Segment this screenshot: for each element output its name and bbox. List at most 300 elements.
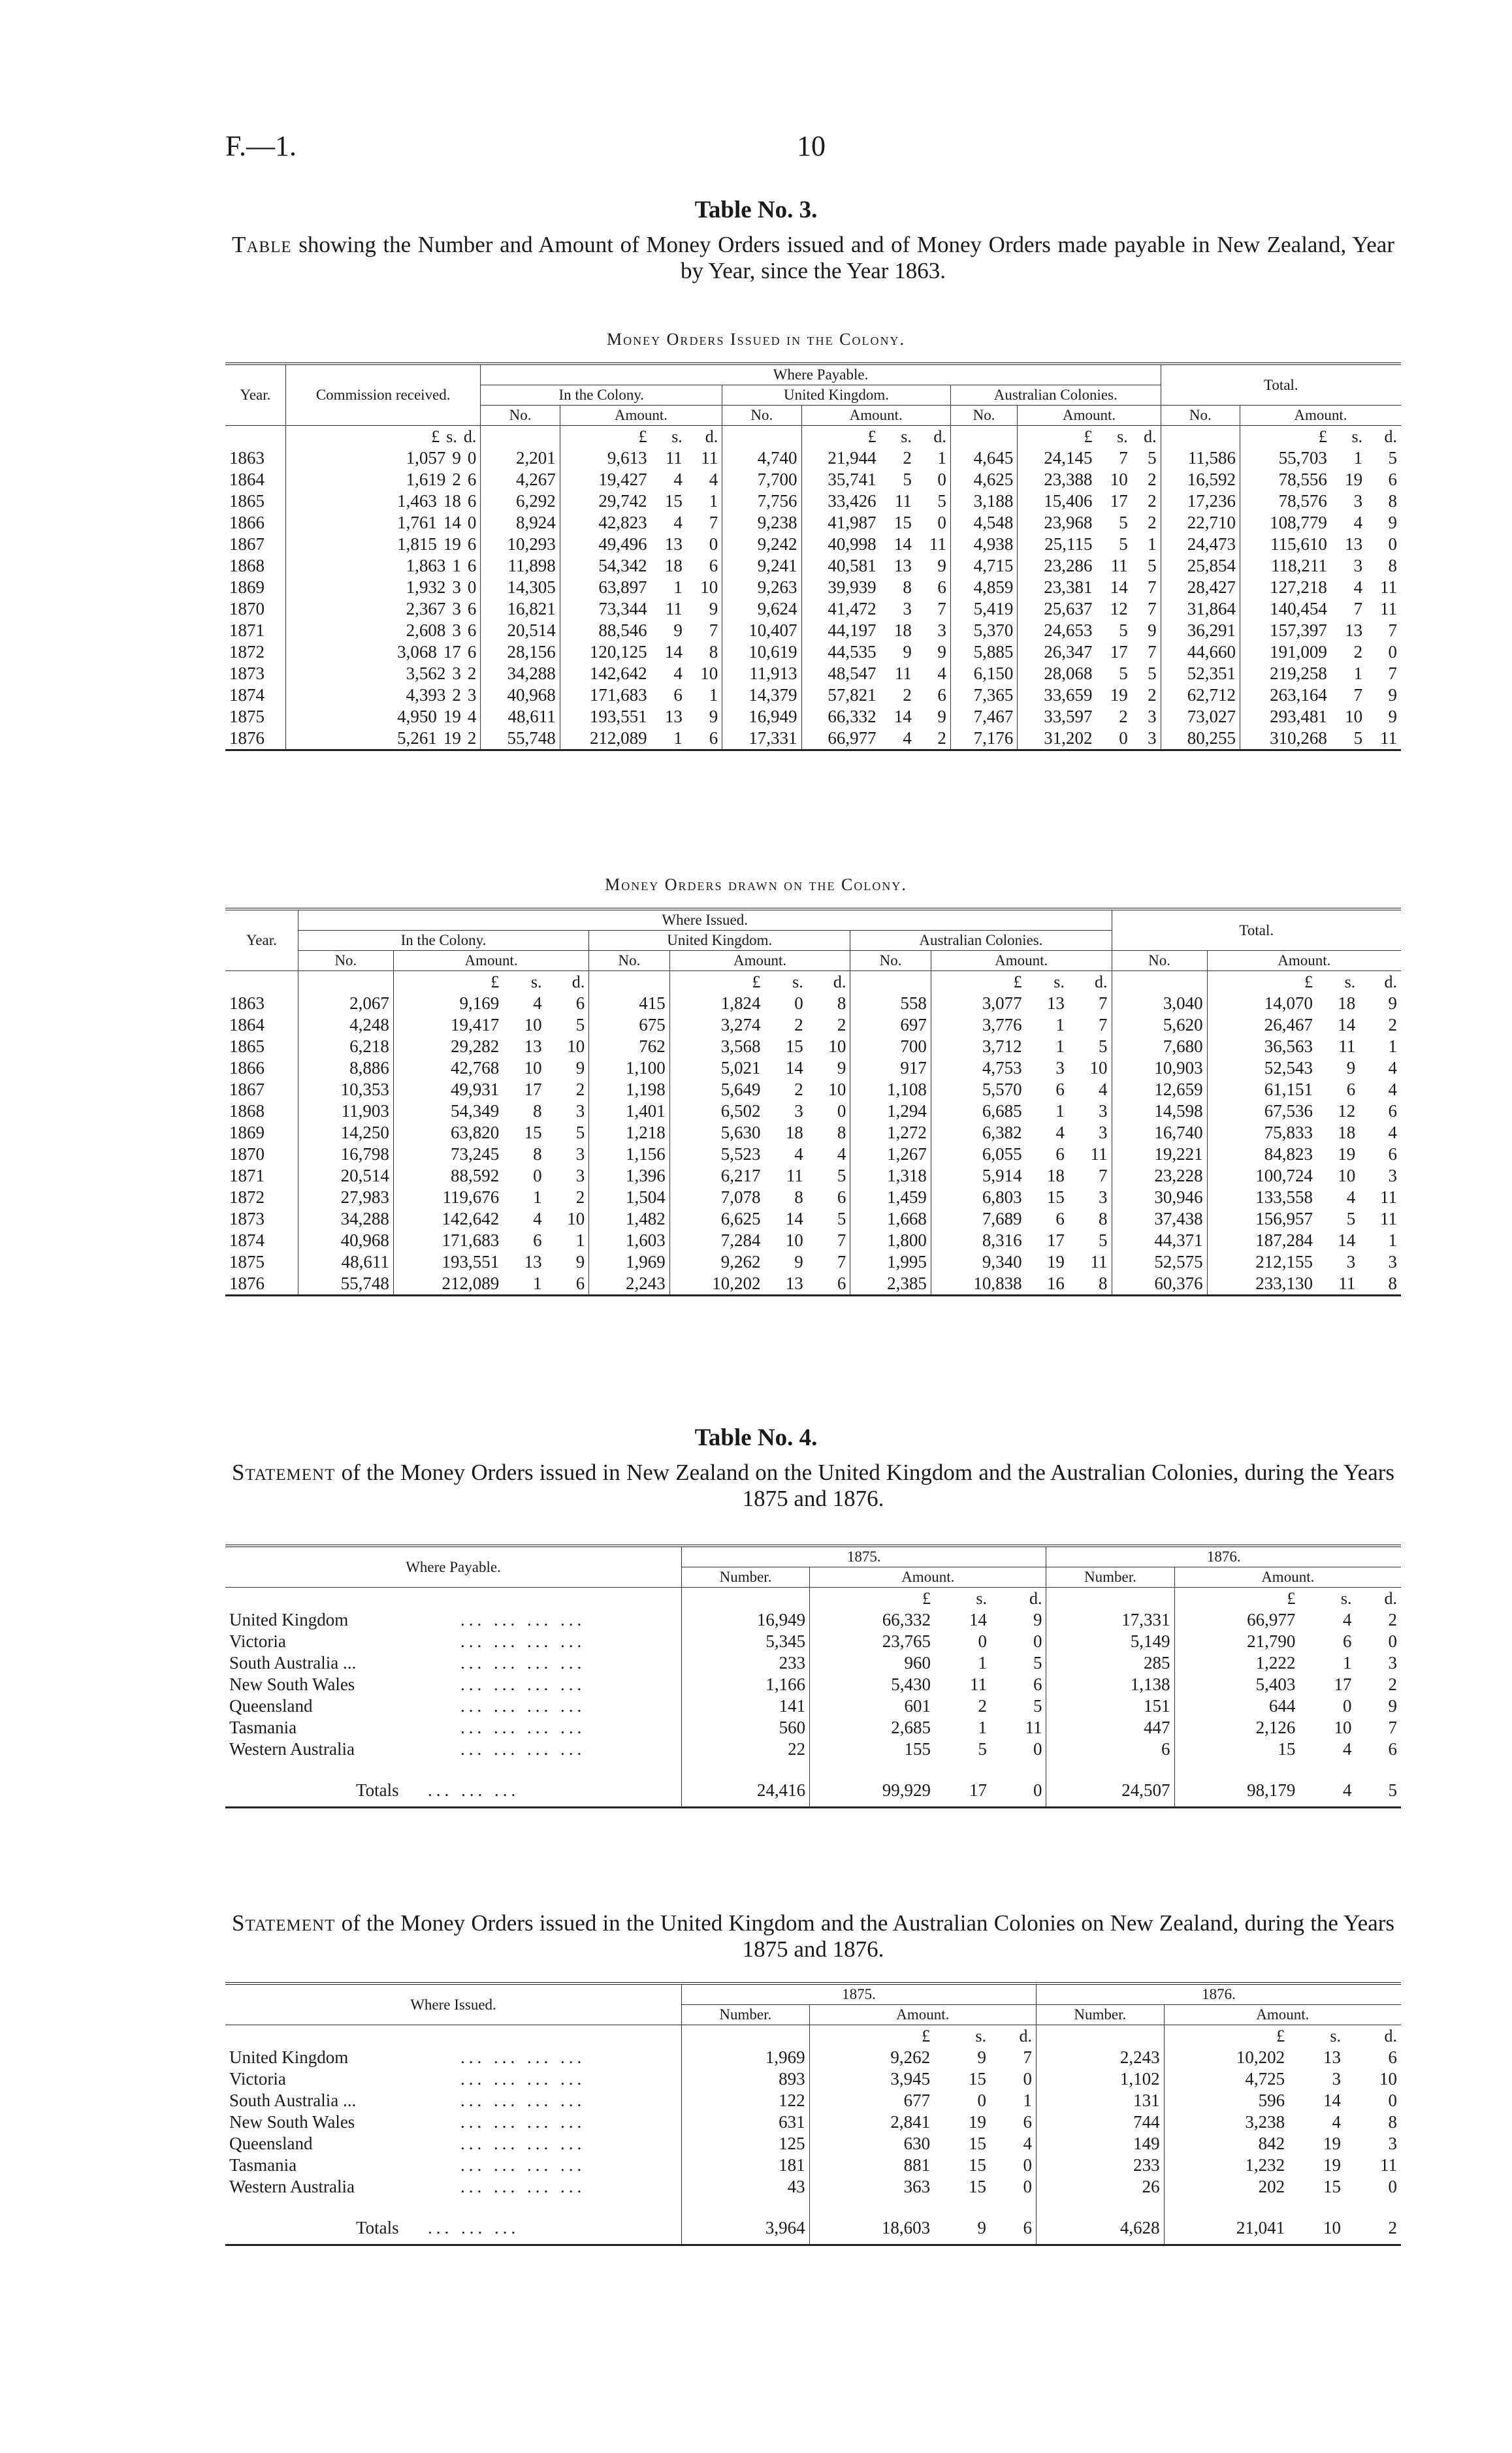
number-cell: 4,267 (481, 469, 560, 490)
amount-pence-cell: 4 (709, 470, 718, 489)
amount-pounds-cell: 133,558 (1207, 1187, 1317, 1208)
number-cell: 4,628 (1037, 2198, 1165, 2245)
number-cell: 62,712 (1161, 684, 1240, 706)
amount-shillings-cell: 15 (1046, 1187, 1065, 1207)
amount-pence-cell: 7 (937, 599, 946, 618)
commission-cell (285, 577, 480, 598)
commission-shillings: 19 (443, 728, 461, 748)
unit-pound: £ (669, 971, 764, 993)
commission-shillings: 3 (452, 577, 461, 597)
number-cell: 558 (850, 993, 931, 1014)
amount-pence-cell: 9 (1388, 513, 1397, 532)
amount-pence-cell: 7 (1148, 599, 1157, 618)
table-row (225, 555, 1401, 577)
year-cell: 1864 (229, 1015, 265, 1034)
number-cell: 24,507 (1046, 1760, 1174, 1808)
amount-shillings-cell: 19 (1046, 1252, 1065, 1272)
leader-dots: ... ... ... ... (460, 2177, 586, 2196)
amount-pounds-cell: 3,776 (931, 1014, 1025, 1036)
col-number: Number. (682, 1567, 810, 1588)
amount-pounds-cell: 73,344 (560, 598, 651, 620)
amount-shillings-cell: 13 (1345, 620, 1363, 640)
amount-pence-cell: 3 (1099, 1187, 1108, 1207)
amount-pence-cell: 6 (1388, 1144, 1397, 1164)
amount-shillings-cell: 1 (673, 728, 683, 748)
caption-text: showing the Number and Amount of Money Orders issued and of Money Orders made payable in New Zealand, Year by Year, since the Year 1863. (298, 232, 1395, 283)
table-row (225, 620, 1401, 641)
unit-d: d. (1384, 1589, 1397, 1608)
commission-pounds: 4,393 (406, 685, 446, 705)
amount-pence-cell: 9 (1388, 707, 1397, 726)
amount-pence-cell: 0 (1388, 534, 1397, 554)
amount-pounds-cell: 21,041 (1164, 2198, 1289, 2245)
amount-shillings-cell: 15 (1323, 2177, 1342, 2196)
amount-pence-cell: 11 (1090, 1252, 1108, 1272)
number-cell: 3,188 (950, 490, 1018, 512)
number-cell: 5,419 (950, 598, 1018, 620)
number-cell: 5,149 (1046, 1631, 1174, 1652)
amount-pounds-cell: 63,897 (560, 577, 651, 598)
col-amount: Amount. (560, 406, 722, 426)
commission-cell (285, 620, 480, 641)
amount-shillings-cell: 12 (1110, 599, 1128, 618)
unit-cell (850, 971, 931, 993)
unit-d: d. (933, 427, 946, 446)
amount-pence-cell: 0 (1388, 2177, 1397, 2196)
year-cell: 1872 (229, 642, 265, 662)
units-row (225, 971, 1401, 993)
amount-shillings-cell: 5 (1119, 620, 1128, 640)
table-row (225, 1079, 1401, 1100)
number-cell: 744 (1037, 2111, 1165, 2133)
number-cell: 122 (682, 2090, 810, 2111)
leader-dots: ... ... ... (428, 1780, 520, 1800)
amount-pence-cell: 6 (1388, 2047, 1397, 2067)
amount-pounds-cell: 9,169 (393, 993, 503, 1014)
amount-pounds-cell: 310,268 (1240, 728, 1330, 750)
amount-pounds-cell: 67,536 (1207, 1100, 1317, 1122)
amount-pence-cell: 9 (937, 556, 946, 575)
amount-shillings-cell: 6 (1055, 1080, 1065, 1099)
number-cell: 1,138 (1046, 1674, 1174, 1695)
table-row (225, 1695, 1401, 1717)
unit-pound: £ (1164, 2025, 1289, 2047)
amount-pence-cell: 5 (575, 1123, 585, 1142)
number-cell: 8,886 (298, 1057, 393, 1079)
table3-caption (232, 232, 1394, 284)
amount-pounds-cell: 142,642 (393, 1208, 503, 1230)
number-cell: 80,255 (1161, 728, 1240, 750)
unit-s: s. (792, 972, 803, 991)
amount-pence-cell: 4 (1388, 1080, 1397, 1099)
amount-shillings-cell: 9 (977, 2218, 987, 2237)
amount-pence-cell: 5 (1388, 1780, 1397, 1800)
leader-dots: ... ... ... (428, 2218, 520, 2237)
amount-pounds-cell: 6,382 (931, 1122, 1025, 1144)
amount-shillings-cell: 18 (664, 556, 683, 575)
table-row (225, 2133, 1401, 2155)
number-cell: 11,898 (481, 555, 560, 577)
amount-pounds-cell: 212,089 (393, 1273, 503, 1296)
number-cell: 28,156 (481, 641, 560, 663)
number-cell: 16,740 (1112, 1122, 1207, 1144)
amount-pence-cell: 2 (1148, 491, 1157, 511)
col-amount: Amount. (810, 1567, 1046, 1588)
amount-pounds-cell: 8,316 (931, 1230, 1025, 1251)
amount-shillings-cell: 0 (978, 1631, 988, 1651)
amount-shillings-cell: 2 (794, 1080, 803, 1099)
place-name: United Kingdom (229, 2047, 349, 2067)
amount-pounds-cell: 98,179 (1174, 1760, 1299, 1808)
place-label (225, 2176, 682, 2198)
commission-pounds: 2,367 (406, 599, 446, 618)
amount-pence-cell: 2 (575, 1187, 585, 1207)
amount-pounds-cell: 9,340 (931, 1251, 1025, 1273)
amount-shillings-cell: 14 (1110, 577, 1128, 597)
amount-shillings-cell: 18 (1338, 1123, 1356, 1142)
number-cell: 7,680 (1112, 1036, 1207, 1057)
commission-pounds: 1,619 (406, 470, 446, 489)
amount-shillings-cell: 19 (1338, 1144, 1356, 1164)
amount-shillings-cell: 6 (1342, 1631, 1352, 1651)
amount-pounds-cell: 66,332 (801, 706, 880, 728)
unit-pound: £ (560, 426, 651, 448)
amount-pounds-cell: 1,232 (1164, 2155, 1289, 2176)
amount-pence-cell: 6 (1023, 2112, 1032, 2132)
amount-pounds-cell: 10,202 (669, 1273, 764, 1296)
table-row (225, 1674, 1401, 1695)
amount-pence-cell: 2 (1148, 513, 1157, 532)
amount-shillings-cell: 14 (785, 1209, 803, 1228)
col-amount: Amount. (809, 2005, 1036, 2025)
commission-pounds: 1,761 (397, 513, 437, 532)
unit-d: d. (463, 427, 477, 446)
amount-pence-cell: 3 (1148, 707, 1157, 726)
amount-shillings-cell: 15 (785, 1036, 803, 1056)
leader-dots: ... ... ... ... (460, 2134, 586, 2153)
amount-pounds-cell: 3,274 (669, 1014, 764, 1036)
amount-shillings-cell: 19 (1323, 2134, 1342, 2153)
year-cell: 1866 (229, 513, 265, 532)
amount-pence-cell: 9 (709, 599, 718, 618)
number-cell: 5,345 (682, 1631, 810, 1652)
number-cell: 52,575 (1112, 1251, 1207, 1273)
number-cell: 233 (1037, 2155, 1165, 2176)
table4-caption (232, 1460, 1394, 1512)
amount-pounds-cell: 363 (809, 2176, 934, 2198)
amount-shillings-cell: 0 (977, 2091, 987, 2110)
statement-issued-nz-table (225, 1545, 1401, 1808)
place-name: South Australia ... (229, 2091, 357, 2110)
amount-shillings-cell: 15 (969, 2134, 987, 2153)
unit-d: d. (1019, 2027, 1032, 2045)
number-cell: 2,067 (298, 993, 393, 1014)
amount-shillings-cell: 6 (673, 685, 683, 705)
amount-shillings-cell: 11 (665, 599, 683, 618)
amount-pence-cell: 5 (937, 491, 946, 511)
amount-pence-cell: 5 (1099, 1230, 1108, 1250)
commission-pounds: 5,261 (397, 728, 437, 748)
amount-shillings-cell: 13 (524, 1036, 542, 1056)
amount-pence-cell: 5 (1033, 1653, 1042, 1673)
place-name: Totals (356, 2218, 399, 2237)
amount-shillings-cell: 11 (786, 1166, 803, 1185)
amount-pounds-cell: 202 (1164, 2176, 1289, 2198)
unit-d: d. (1144, 427, 1157, 446)
amount-pounds-cell: 26,347 (1018, 641, 1097, 663)
amount-pounds-cell: 2,685 (810, 1717, 935, 1739)
leader-dots: ... ... ... ... (460, 1610, 586, 1629)
amount-shillings-cell: 4 (533, 993, 542, 1013)
amount-shillings-cell: 4 (1353, 577, 1363, 597)
commission-pence: 6 (467, 642, 477, 662)
unit-pound: £ (810, 1588, 935, 1610)
amount-shillings-cell: 14 (785, 1058, 803, 1078)
amount-pence-cell: 4 (937, 664, 946, 683)
amount-shillings-cell: 2 (1353, 642, 1363, 662)
table-row (225, 684, 1401, 706)
table-row (225, 577, 1401, 598)
col-uk: United Kingdom. (722, 385, 951, 406)
amount-shillings-cell: 13 (1345, 534, 1363, 554)
amount-shillings-cell: 7 (1353, 599, 1363, 618)
amount-pence-cell: 5 (1148, 664, 1157, 683)
amount-pounds-cell: 5,570 (931, 1079, 1025, 1100)
amount-pence-cell: 7 (1099, 1166, 1108, 1185)
commission-pence: 6 (467, 491, 477, 511)
unit-pound: £ (801, 426, 880, 448)
amount-pence-cell: 2 (837, 1015, 846, 1034)
col-colony: In the Colony. (298, 931, 588, 951)
year-cell: 1875 (229, 1252, 265, 1272)
amount-shillings-cell: 16 (1046, 1274, 1065, 1293)
place-label (225, 1760, 682, 1808)
number-cell: 16,949 (722, 706, 801, 728)
amount-pounds-cell: 6,625 (669, 1208, 764, 1230)
col-year: Year. (246, 932, 277, 948)
amount-pence-cell: 6 (575, 1274, 585, 1293)
amount-shillings-cell: 15 (524, 1123, 542, 1142)
number-cell: 1,969 (682, 2047, 810, 2068)
amount-pence-cell: 9 (837, 1058, 846, 1078)
amount-shillings-cell: 2 (903, 685, 912, 705)
amount-pence-cell: 8 (1388, 491, 1397, 511)
place-label (225, 1674, 682, 1695)
unit-cell (950, 426, 1018, 448)
amount-shillings-cell: 4 (1353, 513, 1363, 532)
amount-pence-cell: 9 (1388, 993, 1397, 1013)
amount-pence-cell: 0 (709, 534, 718, 554)
number-cell: 4,740 (722, 447, 801, 469)
amount-pounds-cell: 23,765 (810, 1631, 935, 1652)
commission-pence: 6 (467, 556, 477, 575)
amount-pence-cell: 11 (1380, 1209, 1397, 1228)
amount-pence-cell: 6 (837, 1274, 846, 1293)
number-cell: 14,305 (481, 577, 560, 598)
number-cell: 36,291 (1161, 620, 1240, 641)
number-cell: 17,236 (1161, 490, 1240, 512)
page-number: 10 (797, 130, 826, 162)
number-cell: 1,459 (850, 1187, 931, 1208)
amount-pounds-cell: 29,742 (560, 490, 651, 512)
number-cell: 37,438 (1112, 1208, 1207, 1230)
number-cell: 1,504 (589, 1187, 669, 1208)
year-cell: 1869 (229, 1123, 265, 1142)
year-cell: 1865 (229, 491, 265, 511)
amount-pounds-cell: 84,823 (1207, 1144, 1317, 1165)
table-row (225, 1122, 1401, 1144)
amount-shillings-cell: 18 (893, 620, 912, 640)
amount-shillings-cell: 4 (673, 664, 683, 683)
number-cell: 16,798 (298, 1144, 393, 1165)
table-row (225, 598, 1401, 620)
number-cell: 8,924 (481, 512, 560, 534)
amount-pounds-cell: 4,753 (931, 1057, 1025, 1079)
amount-pence-cell: 9 (1388, 1696, 1397, 1716)
leader-dots: ... ... ... ... (460, 2069, 586, 2089)
amount-shillings-cell: 3 (1332, 2069, 1342, 2089)
number-cell: 48,611 (481, 706, 560, 728)
number-cell: 1,294 (850, 1100, 931, 1122)
number-cell: 700 (850, 1036, 931, 1057)
number-cell: 4,248 (298, 1014, 393, 1036)
amount-pounds-cell: 5,630 (669, 1122, 764, 1144)
place-name: United Kingdom (229, 1610, 349, 1629)
col-number: Number. (1046, 1567, 1174, 1588)
amount-pence-cell: 8 (1099, 1209, 1108, 1228)
col-colony: In the Colony. (481, 385, 722, 406)
leader-dots: ... ... ... ... (460, 2047, 586, 2067)
amount-pounds-cell: 5,523 (669, 1144, 764, 1165)
year-cell: 1863 (229, 448, 265, 468)
amount-shillings-cell: 13 (664, 534, 683, 554)
unit-d: d. (571, 972, 585, 991)
amount-shillings-cell: 17 (1046, 1230, 1065, 1250)
amount-shillings-cell: 8 (533, 1101, 542, 1121)
leader-dots: ... ... ... ... (460, 1718, 586, 1737)
amount-pence-cell: 1 (1388, 1036, 1397, 1056)
issued-section-title: Money Orders Issued in the Colony. (607, 330, 905, 349)
col-number: Number. (682, 2005, 810, 2025)
amount-shillings-cell: 11 (970, 1675, 988, 1694)
amount-pounds-cell: 49,496 (560, 534, 651, 555)
number-cell: 48,611 (298, 1251, 393, 1273)
commission-pounds: 1,057 (406, 448, 446, 468)
amount-pence-cell: 9 (937, 707, 946, 726)
amount-shillings-cell: 5 (1119, 664, 1128, 683)
amount-pence-cell: 8 (837, 1123, 846, 1142)
amount-pounds-cell: 9,613 (560, 447, 651, 469)
amount-pounds-cell: 171,683 (393, 1230, 503, 1251)
year-cell: 1871 (229, 620, 265, 640)
statement2-caption (232, 1910, 1394, 1963)
commission-shillings: 19 (443, 534, 461, 554)
number-cell: 52,351 (1161, 663, 1240, 684)
amount-pence-cell: 0 (1033, 1780, 1042, 1800)
amount-pounds-cell: 6,217 (669, 1165, 764, 1187)
amount-shillings-cell: 10 (1338, 1166, 1356, 1185)
unit-s: s. (1054, 972, 1065, 991)
number-cell: 40,968 (298, 1230, 393, 1251)
amount-shillings-cell: 18 (1046, 1166, 1065, 1185)
amount-pence-cell: 11 (701, 448, 718, 468)
number-cell: 415 (589, 993, 669, 1014)
number-cell: 20,514 (298, 1165, 393, 1187)
place-name: Queensland (229, 2134, 313, 2153)
amount-pence-cell: 2 (1388, 1015, 1397, 1034)
amount-pence-cell: 0 (837, 1101, 846, 1121)
col-amount: Amount. (1240, 406, 1401, 426)
amount-pence-cell: 8 (709, 642, 718, 662)
amount-shillings-cell: 11 (1338, 1274, 1356, 1293)
units-row (225, 1588, 1401, 1610)
amount-pounds-cell: 118,211 (1240, 555, 1330, 577)
number-cell: 16,592 (1161, 469, 1240, 490)
number-cell: 2,243 (1037, 2047, 1165, 2068)
amount-pence-cell: 0 (937, 470, 946, 489)
leader-dots: ... ... ... ... (460, 2112, 586, 2132)
commission-shillings: 17 (443, 642, 461, 662)
table-row (225, 641, 1401, 663)
amount-shillings-cell: 1 (533, 1187, 542, 1207)
amount-shillings-cell: 10 (524, 1058, 542, 1078)
unit-cell (481, 426, 560, 448)
col-amount: Amount. (393, 951, 588, 971)
amount-pounds-cell: 9,262 (809, 2047, 934, 2068)
year-cell: 1868 (229, 556, 265, 575)
col-amount: Amount. (669, 951, 850, 971)
amount-pounds-cell: 33,426 (801, 490, 880, 512)
amount-pence-cell: 3 (1148, 728, 1157, 748)
amount-shillings-cell: 1 (1342, 1653, 1352, 1673)
amount-pounds-cell: 1,222 (1174, 1652, 1299, 1674)
col-year-1876: 1876. (1037, 1983, 1402, 2005)
table-row (225, 2090, 1401, 2111)
place-name: Western Australia (229, 1739, 355, 1759)
amount-shillings-cell: 13 (1046, 993, 1065, 1013)
amount-pounds-cell: 44,197 (801, 620, 880, 641)
amount-pounds-cell: 5,403 (1174, 1674, 1299, 1695)
amount-shillings-cell: 14 (969, 1610, 988, 1629)
amount-shillings-cell: 8 (903, 577, 912, 597)
amount-shillings-cell: 2 (978, 1696, 988, 1716)
number-cell: 1,401 (589, 1100, 669, 1122)
number-cell: 7,176 (950, 728, 1018, 750)
amount-pence-cell: 4 (1023, 2134, 1032, 2153)
col-no: No. (589, 951, 669, 971)
amount-pence-cell: 5 (837, 1209, 846, 1228)
year-cell: 1867 (229, 1080, 265, 1099)
amount-shillings-cell: 1 (1353, 448, 1363, 468)
amount-pence-cell: 6 (1388, 1101, 1397, 1121)
col-no: No. (722, 406, 801, 426)
amount-shillings-cell: 8 (533, 1144, 542, 1164)
number-cell: 10,407 (722, 620, 801, 641)
amount-pence-cell: 4 (837, 1144, 846, 1164)
unit-s: s. (1330, 2027, 1342, 2045)
unit-cell (1112, 971, 1207, 993)
number-cell: 1,102 (1037, 2068, 1165, 2090)
amount-pounds-cell: 115,610 (1240, 534, 1330, 555)
unit-d: d. (1095, 972, 1108, 991)
amount-shillings-cell: 5 (1119, 513, 1128, 532)
unit-cell (225, 2025, 682, 2047)
amount-shillings-cell: 2 (903, 448, 912, 468)
amount-shillings-cell: 15 (969, 2155, 987, 2175)
amount-pence-cell: 8 (1388, 2112, 1397, 2132)
number-cell: 1,166 (682, 1674, 810, 1695)
amount-pounds-cell: 88,592 (393, 1165, 503, 1187)
